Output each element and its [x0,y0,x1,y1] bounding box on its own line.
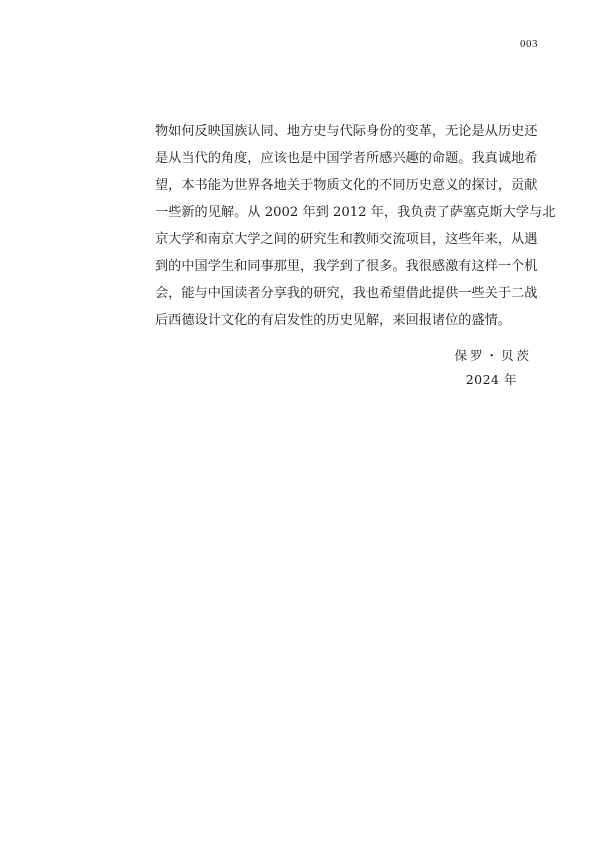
text-line: 一些新的见解。从 2002 年到 2012 年，我负责了萨塞克斯大学与北 [155,205,556,220]
body-paragraph [155,118,556,334]
text-line: 到的中国学生和同事那里，我学到了很多。我很感激有这样一个机 [155,259,538,274]
text-line: 会，能与中国读者分享我的研究，我也希望借此提供一些关于二战 [155,286,538,301]
author-name: 保罗・贝茨 [454,348,532,363]
text-line: 望，本书能为世界各地关于物质文化的不同历史意义的探讨，贡献 [155,178,538,193]
signature-date: 2024 年 [465,372,517,387]
text-line: 物如何反映国族认同、地方史与代际身份的变革，无论是从历史还 [155,124,538,139]
text-line-last: 后西德设计文化的有启发性的历史见解，来回报诸位的盛情。 [155,313,512,328]
page-number: 003 [520,38,538,50]
signature-block [454,344,532,392]
text-line: 京大学和南京大学之间的研究生和教师交流项目，这些年来，从遇 [155,232,538,247]
text-line: 是从当代的角度，应该也是中国学者所感兴趣的命题。我真诚地希 [155,151,538,166]
